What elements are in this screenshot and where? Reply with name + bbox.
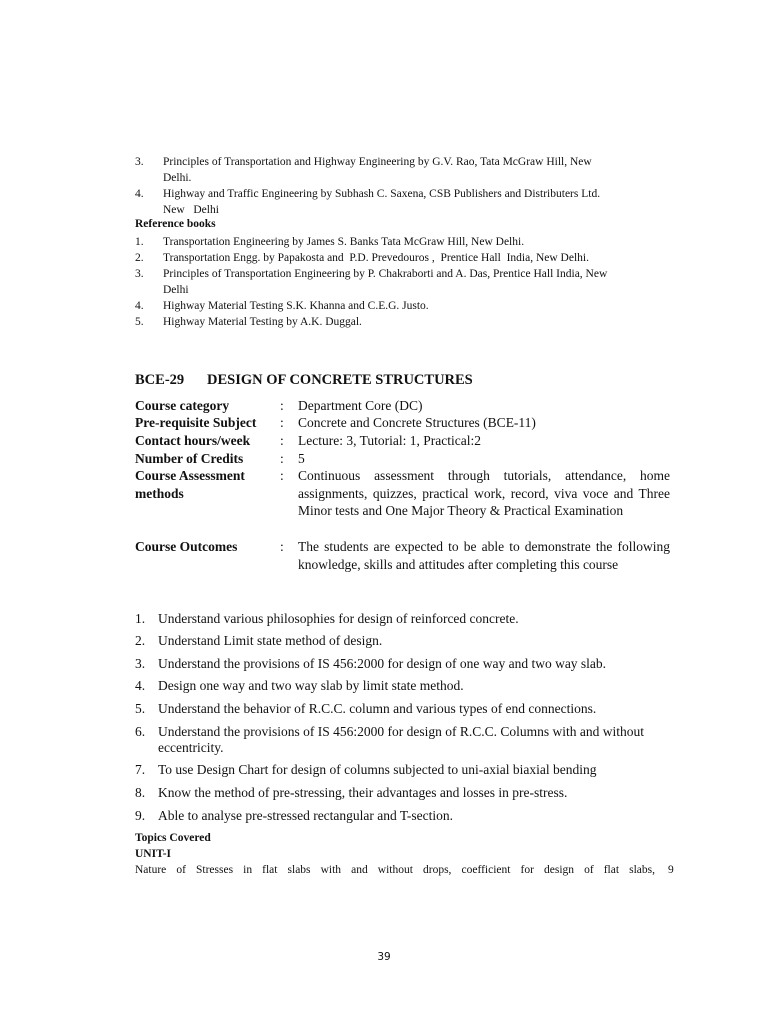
course-title bbox=[135, 372, 473, 389]
course-name: DESIGN OF CONCRETE STRUCTURES bbox=[207, 372, 473, 388]
document-page: 3. Principles of Transportation and Highway Engineering by G.V. Rao, Tata McGraw Hill, New Delhi. 4. Highway and Traffic Engineering by Subhash C. Saxena, CSB Publishers and Distributers Ltd. New Delhi Reference books 1. Transportation Engineering by James S. Banks Tata McGraw Hill, New Delhi. 2. Transportation Engg. by Papakosta and P.D. Prevedouros , Prentice Hall India, New Delhi. 3. Principles of Transportation Engineering by P. Chakraborti and A. Das, Prentice Hall India, New Delhi 4. Highway Material Testing S.K. Khanna and C.E.G. Justo. 5. Highway Material Testing by A.K. Duggal. BCE-29 DESIGN OF CONCRETE STRUCTURES Course category : Department Core (DC) Pre-requisite Subject : Concrete and Concrete Structures (BCE-11) Contact hours/week : Lecture: 3, Tutorial: 1, Practical:2 Number of Credits : 5 Course Assessment methods : Continuous assessment through tutorials, attendance, home assignments, quizzes, practical work, record, viva voce and Three Minor tests and One Major Theory & Practical Examination Course Outcomes : The students are expected to be able to demonstrate the following knowledge, skills and attitudes after completing this course 1. Understand various philosophies for design of reinforced concrete. 2. Understand Limit state method of design. 3. Understand the provisions of IS 456:2000 for design of one way and two way slab. 4. Design one way and two way slab by limit state method. 5. Understand the behavior of R.C.C. column and various types of end connections. 6. Understand the provisions of IS 456:2000 for design of R.C.C. Columns with and without eccentricity. 7. To use Design Chart for design of columns subjected to uni-axial biaxial bending 8. Know the method of pre-stressing, their advantages and losses in pre-stress. 9. Able to analyse pre-stressed rectangular and T-section. Topics Covered UNIT-I Nature of Stresses in flat slabs with and without drops, coefficient for design of flat slabs, 9 39 bbox=[0, 0, 768, 1024]
reference-books-heading: Reference books bbox=[135, 218, 216, 230]
unit-hours: 9 bbox=[668, 864, 674, 876]
page-number: 39 bbox=[377, 951, 391, 963]
course-code: BCE-29 bbox=[135, 372, 185, 388]
unit-heading: UNIT-I bbox=[135, 848, 172, 860]
topics-heading: Topics Covered bbox=[135, 832, 211, 844]
